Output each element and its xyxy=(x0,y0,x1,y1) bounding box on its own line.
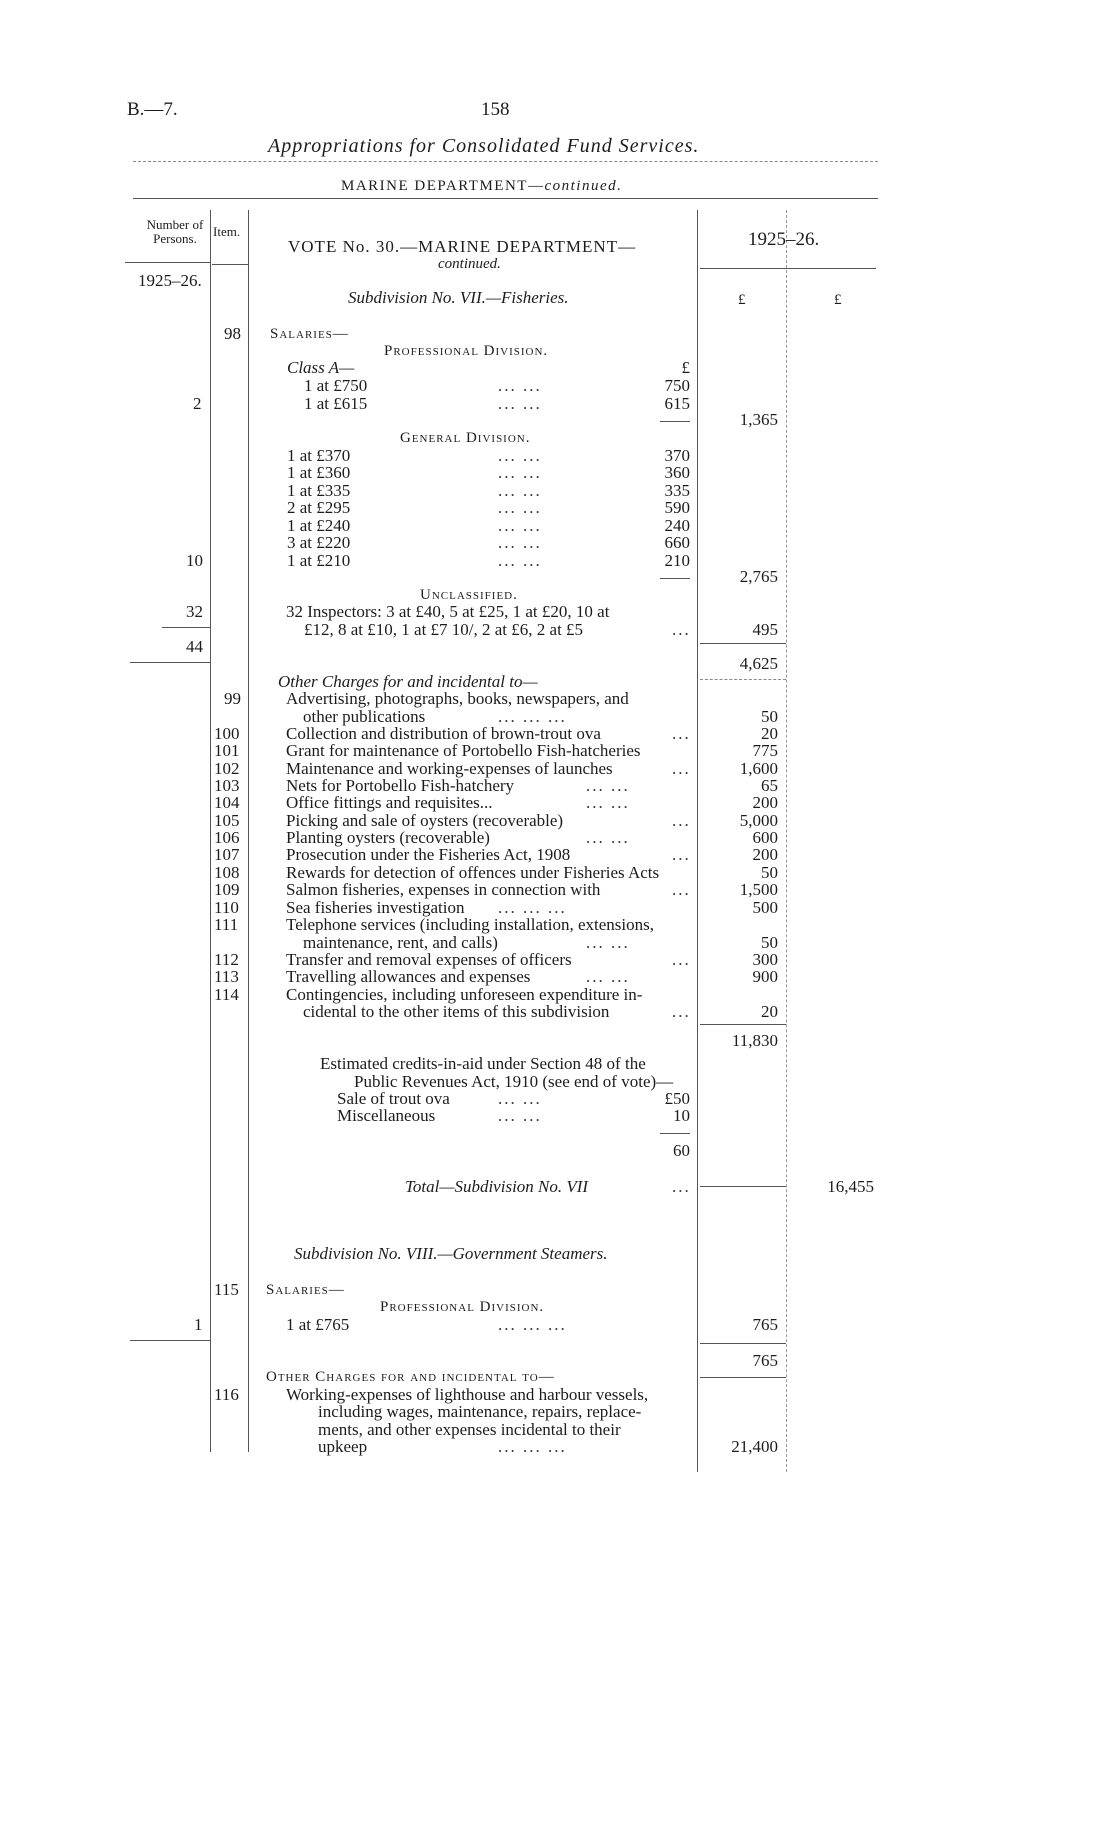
year-right-rule xyxy=(700,268,876,269)
sub7-general-heading: General Division. xyxy=(400,430,531,446)
divider-persons-item xyxy=(210,210,211,1452)
sub7-general-persons: 10 xyxy=(186,551,203,570)
sub7-unclassified-persons: 32 xyxy=(186,602,203,621)
sub7-professional-heading: Professional Division. xyxy=(384,343,549,359)
sub7-unclassified-line1: 32 Inspectors: 3 at £40, 5 at £25, 1 at £20, 10 at xyxy=(286,602,610,621)
divider-item-text xyxy=(248,210,249,1452)
sub8-other-charges-heading: Other Charges for and incidental to— xyxy=(266,1369,555,1385)
sub7-unclassified-heading: Unclassified. xyxy=(420,587,518,603)
rule xyxy=(700,1024,786,1025)
sub7-unclassified-line2: £12, 8 at £10, 1 at £7 10/, 2 at £6, 2 at £5 xyxy=(304,620,584,639)
divider-text-amount xyxy=(697,210,698,1472)
sub8-professional-heading: Professional Division. xyxy=(380,1299,545,1315)
sub7-credits-line2: Public Revenues Act, 1910 (see end of vote)— xyxy=(354,1072,674,1091)
persons-header: Number of Persons. xyxy=(146,217,204,246)
sub8-salaries-total: 765 xyxy=(752,1351,778,1370)
sub7-other-charges-heading: Other Charges for and incidental to— xyxy=(278,672,538,691)
leader-dots: ... xyxy=(672,1177,691,1196)
leader-dots: ... xyxy=(672,620,691,639)
sub7-salaries-item: 98 xyxy=(224,324,241,343)
title-rule xyxy=(133,161,878,162)
sub7-total-amount: 16,455 xyxy=(827,1177,874,1196)
sub8-salaries-heading: Salaries— xyxy=(266,1282,345,1298)
sub7-charges-total: 11,830 xyxy=(731,1031,778,1050)
vote-title: VOTE No. 30.—MARINE DEPARTMENT— xyxy=(288,237,637,256)
sub7-total-label: Total—Subdivision No. VII xyxy=(405,1177,589,1196)
item-header: Item. xyxy=(213,224,241,239)
sub7-credits-line1: Estimated credits-in-aid under Section 48 of the xyxy=(320,1054,646,1073)
sub7-credits-total: 60 xyxy=(673,1141,690,1160)
year-left: 1925–26. xyxy=(138,271,202,290)
sub7-salaries-heading: Salaries— xyxy=(270,326,349,342)
rule xyxy=(130,1340,210,1341)
vote-title-cont: continued. xyxy=(438,256,501,272)
rule xyxy=(700,679,786,680)
persons-header-rule xyxy=(125,262,210,263)
rule xyxy=(700,643,786,644)
sub8-salaries-item: 115 xyxy=(214,1280,239,1299)
item-header-rule xyxy=(212,264,248,265)
rule xyxy=(700,1343,786,1344)
rule xyxy=(700,1377,786,1378)
sub8-title: Subdivision No. VIII.—Government Steamers. xyxy=(294,1244,608,1263)
rule xyxy=(660,421,690,422)
header-rule xyxy=(133,198,878,199)
series-code: B.—7. xyxy=(127,99,178,120)
sub7-class-a-persons: 2 xyxy=(193,394,202,413)
sub7-class-a: Class A— xyxy=(287,358,355,377)
page-title: Appropriations for Consolidated Fund Services. xyxy=(268,135,700,157)
sub7-salaries-total: 4,625 xyxy=(739,654,778,673)
divider-amount-total xyxy=(786,210,787,1472)
rule xyxy=(700,1186,786,1187)
sub7-general-total: 2,765 xyxy=(739,567,778,586)
year-right: 1925–26. xyxy=(748,229,820,250)
rule xyxy=(162,627,210,628)
department-heading: MARINE DEPARTMENT—continued. xyxy=(341,178,623,194)
sub7-unclassified-total: 495 xyxy=(752,620,778,639)
sub7-class-a-total: 1,365 xyxy=(739,410,778,429)
rule xyxy=(660,1133,690,1134)
rule xyxy=(130,662,210,663)
sub7-persons-total: 44 xyxy=(186,637,203,656)
rule xyxy=(660,578,690,579)
pound-col-2: £ xyxy=(834,292,842,308)
sub7-title: Subdivision No. VII.—Fisheries. xyxy=(348,288,569,307)
page-number: 158 xyxy=(481,99,510,120)
sub7-pound-sign: £ xyxy=(681,358,690,377)
pound-col-1: £ xyxy=(738,292,746,308)
sub8-persons: 1 xyxy=(194,1315,203,1334)
